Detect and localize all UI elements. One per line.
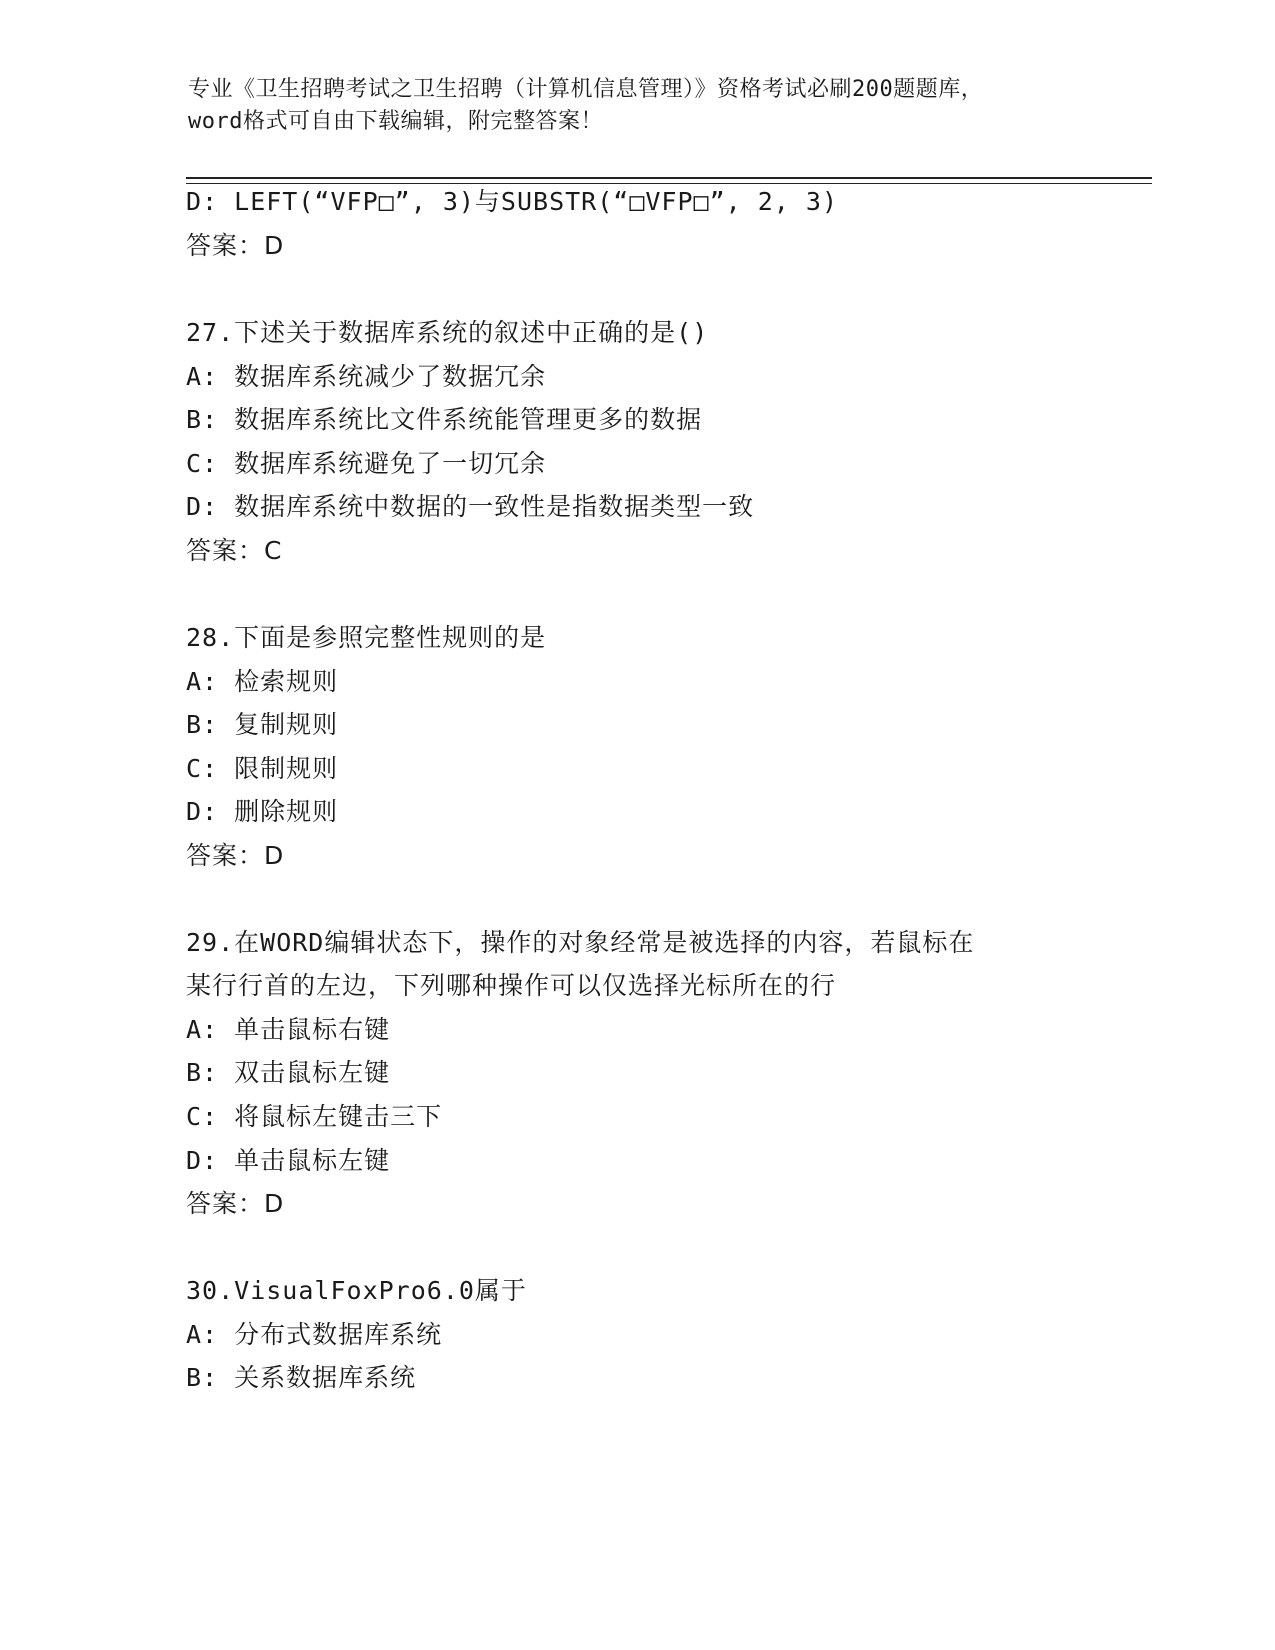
q29-option-b: B: 双击鼠标左键 [186,1058,391,1087]
q27-stem: 27.下述关于数据库系统的叙述中正确的是() [186,318,709,347]
q28-option-d: D: 删除规则 [186,797,339,826]
q29-option-d: D: 单击鼠标左键 [186,1146,391,1175]
q28-answer: 答案：D [186,841,285,870]
q30-stem: 30.VisualFoxPro6.0属于 [186,1276,527,1305]
q29-option-a: A: 单击鼠标右键 [186,1015,391,1044]
header-divider-thin [186,183,1152,184]
header-divider-thick [186,177,1152,179]
q29-answer: 答案：D [186,1189,285,1218]
q28-option-a: A: 检索规则 [186,667,339,696]
q29-stem-line-2: 某行行首的左边，下列哪种操作可以仅选择光标所在的行 [186,971,837,1000]
prev-answer: 答案：D [186,231,285,260]
header-line-1: 专业《卫生招聘考试之卫生招聘（计算机信息管理）》资格考试必刷200题题库， [188,77,984,102]
q27-answer: 答案：C [186,536,283,565]
q29-stem-line-1: 29.在WORD编辑状态下，操作的对象经常是被选择的内容，若鼠标在 [186,928,975,957]
q28-stem: 28.下面是参照完整性规则的是 [186,623,547,652]
q28-option-c: C: 限制规则 [186,754,339,783]
q28-option-b: B: 复制规则 [186,710,339,739]
q29-option-c: C: 将鼠标左键击三下 [186,1102,443,1131]
header-line-2: word格式可自由下载编辑，附完整答案！ [188,109,603,134]
q27-option-a: A: 数据库系统减少了数据冗余 [186,362,547,391]
prev-option-d: D: LEFT(“VFP□”, 3)与SUBSTR(“□VFP□”, 2, 3) [186,187,838,216]
q30-option-a: A: 分布式数据库系统 [186,1320,443,1349]
document-header [188,74,1088,138]
q27-option-c: C: 数据库系统避免了一切冗余 [186,449,547,478]
q30-option-b: B: 关系数据库系统 [186,1363,417,1392]
q27-option-b: B: 数据库系统比文件系统能管理更多的数据 [186,405,703,434]
q27-option-d: D: 数据库系统中数据的一致性是指数据类型一致 [186,492,755,521]
